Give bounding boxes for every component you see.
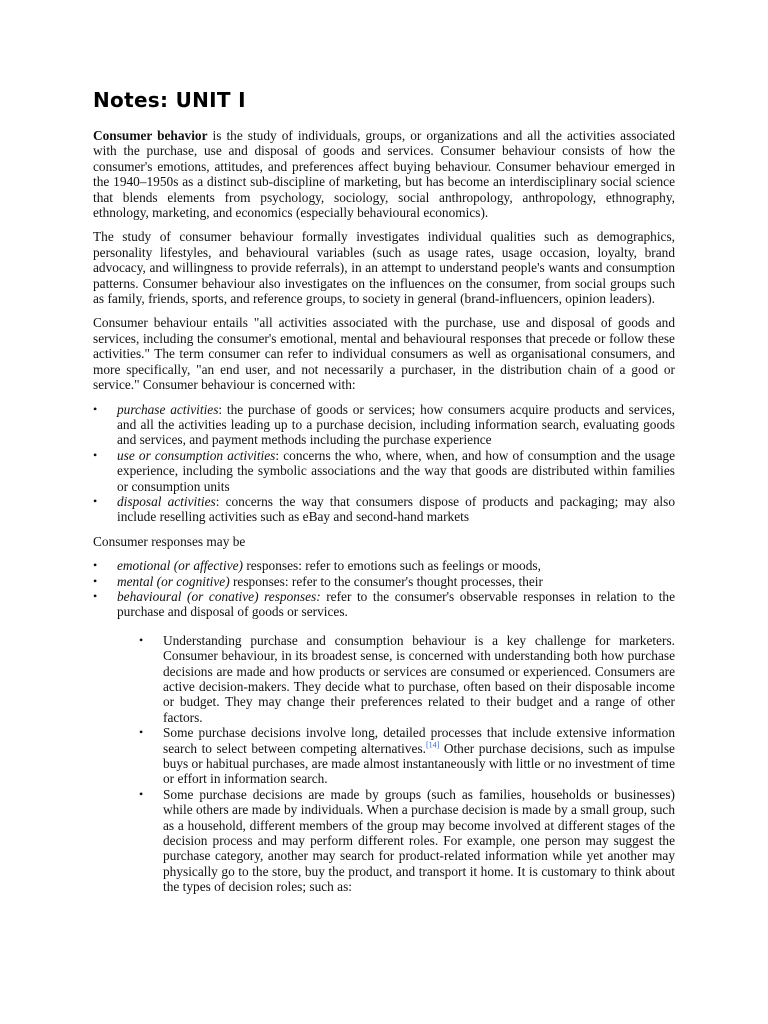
list-item-term: emotional (or affective) bbox=[117, 558, 243, 574]
list-item-text: responses: refer to emotions such as feelings or moods, bbox=[242, 558, 541, 574]
paragraph-entails: Consumer behaviour entails "all activities associated with the purchase, use and disposal of goods and services, including the consumer's emotional, mental and behavioural responses that precede or follow these activities." The term consumer can refer to individual consumers as well as organisational consumers, and more specifically, "an end user, and not necessarily a purchaser, in the distribution chain of a good or service." Consumer behaviour is concerned with: bbox=[93, 315, 675, 393]
list-item-term: mental (or cognitive) bbox=[117, 573, 230, 589]
list-item-text: : concerns the way that consumers dispose of products and packaging; may also include reselling activities such as eBay and second-hand markets bbox=[117, 493, 675, 525]
list-item-term: purchase activities bbox=[117, 401, 219, 417]
term-consumer-behavior: Consumer behavior bbox=[93, 128, 208, 143]
list-item bbox=[93, 494, 675, 525]
list-item bbox=[93, 402, 675, 448]
list-item bbox=[93, 589, 675, 895]
page-title: Notes: UNIT I bbox=[93, 88, 246, 112]
list-item-term: use or consumption activities bbox=[117, 447, 276, 463]
list-item-text: : concerns the who, where, when, and how of consumption and the usage experience, including the symbolic associations and the way that goods are distributed within families or consumption units bbox=[117, 447, 676, 494]
list-item-text: refer to the consumer's observable responses in relation to the purchase and disposal of goods or services. bbox=[117, 588, 675, 620]
list-item-text: : the purchase of goods or services; how consumers acquire products and services, and all the activities leading up to a purchase decision, including information search, evaluating goods and services, and payment methods including the purchase experience bbox=[117, 401, 675, 448]
responses-intro: Consumer responses may be bbox=[93, 533, 246, 549]
nested-list-item-text: Some purchase decisions involve long, detailed processes that include extensive information search to select between competing alternatives. bbox=[163, 725, 675, 756]
nested-list-item: • Understanding purchase and consumption behaviour is a key challenge for marketers. Consumer behaviour, in its broadest sense, is concerned with understanding both how purchase decisions are made and how products or services are consumed or experienced. Consumers are active decision-makers. They decide what to purchase, often based on their disposable income or budget. They may change their preferences related to their budget and a range of other factors. bbox=[139, 633, 675, 725]
paragraph-study: The study of consumer behaviour formally investigates individual qualities such as demographics, personality lifestyles, and behavioural variables (such as usage rates, usage occasion, loyalty, brand advocacy, and willingness to provide referrals), in an attempt to understand people's wants and consumption patterns. Consumer behaviour also investigates on the influences on the consumer, from social groups such as family, friends, sports, and reference groups, to society in general (brand-influencers, opinion leaders). bbox=[93, 229, 675, 307]
list-item bbox=[93, 574, 675, 589]
nested-list-item-text: Other purchase decisions, such as impulse buys or habitual purchases, are made almost instantaneously with little or no investment of time or effort in information search. bbox=[163, 740, 675, 787]
list-item-text: responses: refer to the consumer's thought processes, their bbox=[229, 573, 543, 589]
list-item-term: disposal activities bbox=[117, 493, 216, 509]
list-item bbox=[93, 448, 675, 494]
paragraph-definition-text: is the study of individuals, groups, or organizations and all the activities associated with the purchase, use and disposal of goods and services. Consumer behaviour consists of how the consumer's emotions, attitudes, and preferences affect buying behaviour. Consumer behaviour emerged in the 1940–1950s as a distinct sub-discipline of marketing, but has become an interdisciplinary social science that blends elements from psychology, sociology, social anthropology, anthropology, ethnography, ethnology, marketing, and economics (especially behavioural economics). bbox=[93, 128, 675, 221]
nested-list-item bbox=[139, 725, 675, 787]
responses-list bbox=[93, 558, 675, 895]
activities-list bbox=[93, 402, 675, 525]
paragraph-definition bbox=[93, 128, 675, 220]
nested-list bbox=[139, 633, 675, 895]
list-item bbox=[93, 558, 675, 573]
citation-link[interactable]: [14] bbox=[425, 740, 440, 750]
list-item-term: behavioural (or conative) responses: bbox=[117, 588, 321, 604]
nested-list-item: • Some purchase decisions are made by groups (such as families, households or businesses) while others are made by individuals. When a purchase decision is made by a small group, such as a household, different members of the group may become involved at different stages of the decision process and may perform different roles. For example, one person may suggest the purchase category, another may search for product-related information while yet another may physically go to the store, buy the product, and transport it home. It is customary to think about the types of decision roles; such as: bbox=[139, 787, 675, 895]
